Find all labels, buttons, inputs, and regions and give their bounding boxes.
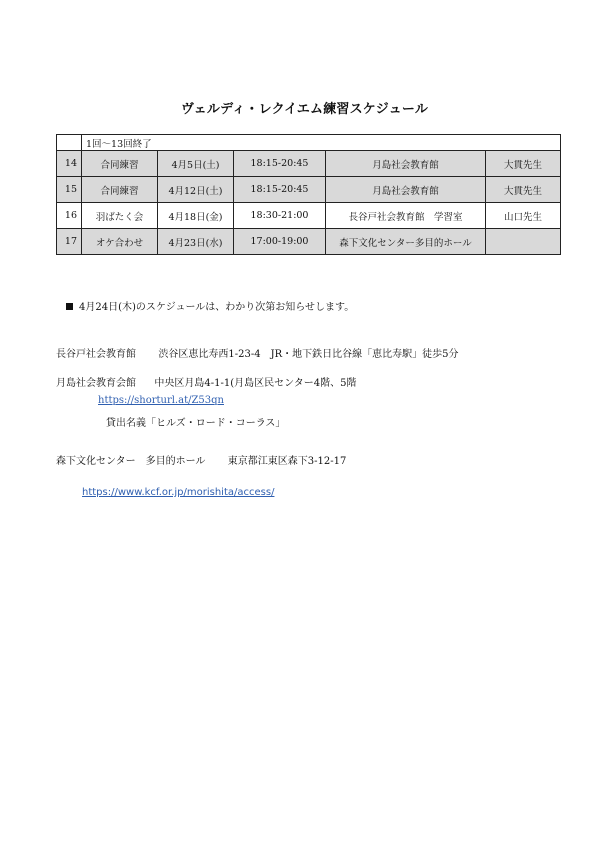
session-venue: 月島社会教育館 [326,151,486,177]
session-teacher: 山口先生 [486,203,561,229]
session-number: 17 [57,229,82,255]
session-number: 14 [57,151,82,177]
session-time: 18:15-20:45 [234,151,326,177]
session-time: 17:00-19:00 [234,229,326,255]
square-bullet-icon [66,303,73,310]
session-date: 4月12日(土) [158,177,234,203]
morishita-address: 東京都江東区森下3-12-17 [227,456,347,467]
session-teacher [486,229,561,255]
session-teacher: 大貫先生 [486,151,561,177]
session-date: 4月23日(水) [158,229,234,255]
table-header-row [57,135,561,151]
rental-name: 貸出名義「ヒルズ・ロード・コーラス」 [106,418,286,429]
tsukishima-name: 月島社会教育会館 [56,378,136,389]
session-teacher: 大貫先生 [486,177,561,203]
schedule-table [56,134,561,255]
session-type: オケ合わせ [82,229,158,255]
session-venue: 月島社会教育館 [326,177,486,203]
hasegado-info [56,345,458,360]
session-venue: 森下文化センター多目的ホール [326,229,486,255]
session-date: 4月18日(金) [158,203,234,229]
hasegado-name: 長谷戸社会教育館 [56,349,136,360]
table-row [57,203,561,229]
session-number: 16 [57,203,82,229]
session-time: 18:15-20:45 [234,177,326,203]
tsukishima-map-link[interactable]: https://shorturl.at/Z53qn [98,395,224,406]
hasegado-address: 渋谷区恵比寿西1-23-4 JR・地下鉄日比谷線「恵比寿駅」徒歩5分 [158,349,459,360]
table-row [57,229,561,255]
morishita-link-line [82,487,274,498]
tsukishima-info [56,374,356,389]
completed-note: 1回～13回終了 [82,135,561,151]
morishita-info [56,452,346,467]
session-type: 羽ばたく会 [82,203,158,229]
table-row [57,177,561,203]
session-number: 15 [57,177,82,203]
session-time: 18:30-21:00 [234,203,326,229]
session-date: 4月5日(土) [158,151,234,177]
session-type: 合同練習 [82,177,158,203]
page-title: ヴェルディ・レクイエム練習スケジュール [180,102,429,117]
morishita-map-link[interactable]: https://www.kcf.or.jp/morishita/access/ [82,487,275,498]
tsukishima-link-line [98,395,224,406]
morishita-name: 森下文化センター 多目的ホール [56,456,206,467]
session-type: 合同練習 [82,151,158,177]
empty-cell [57,135,82,151]
notice-text: 4月24日(木)のスケジュールは、わかり次第お知らせします。 [79,302,355,313]
rental-name-line [106,414,285,429]
session-venue: 長谷戸社会教育館 学習室 [326,203,486,229]
tsukishima-address: 中央区月島4-1-1(月島区民センター4階、5階 [154,378,357,389]
table-row [57,151,561,177]
schedule-notice [66,298,354,313]
